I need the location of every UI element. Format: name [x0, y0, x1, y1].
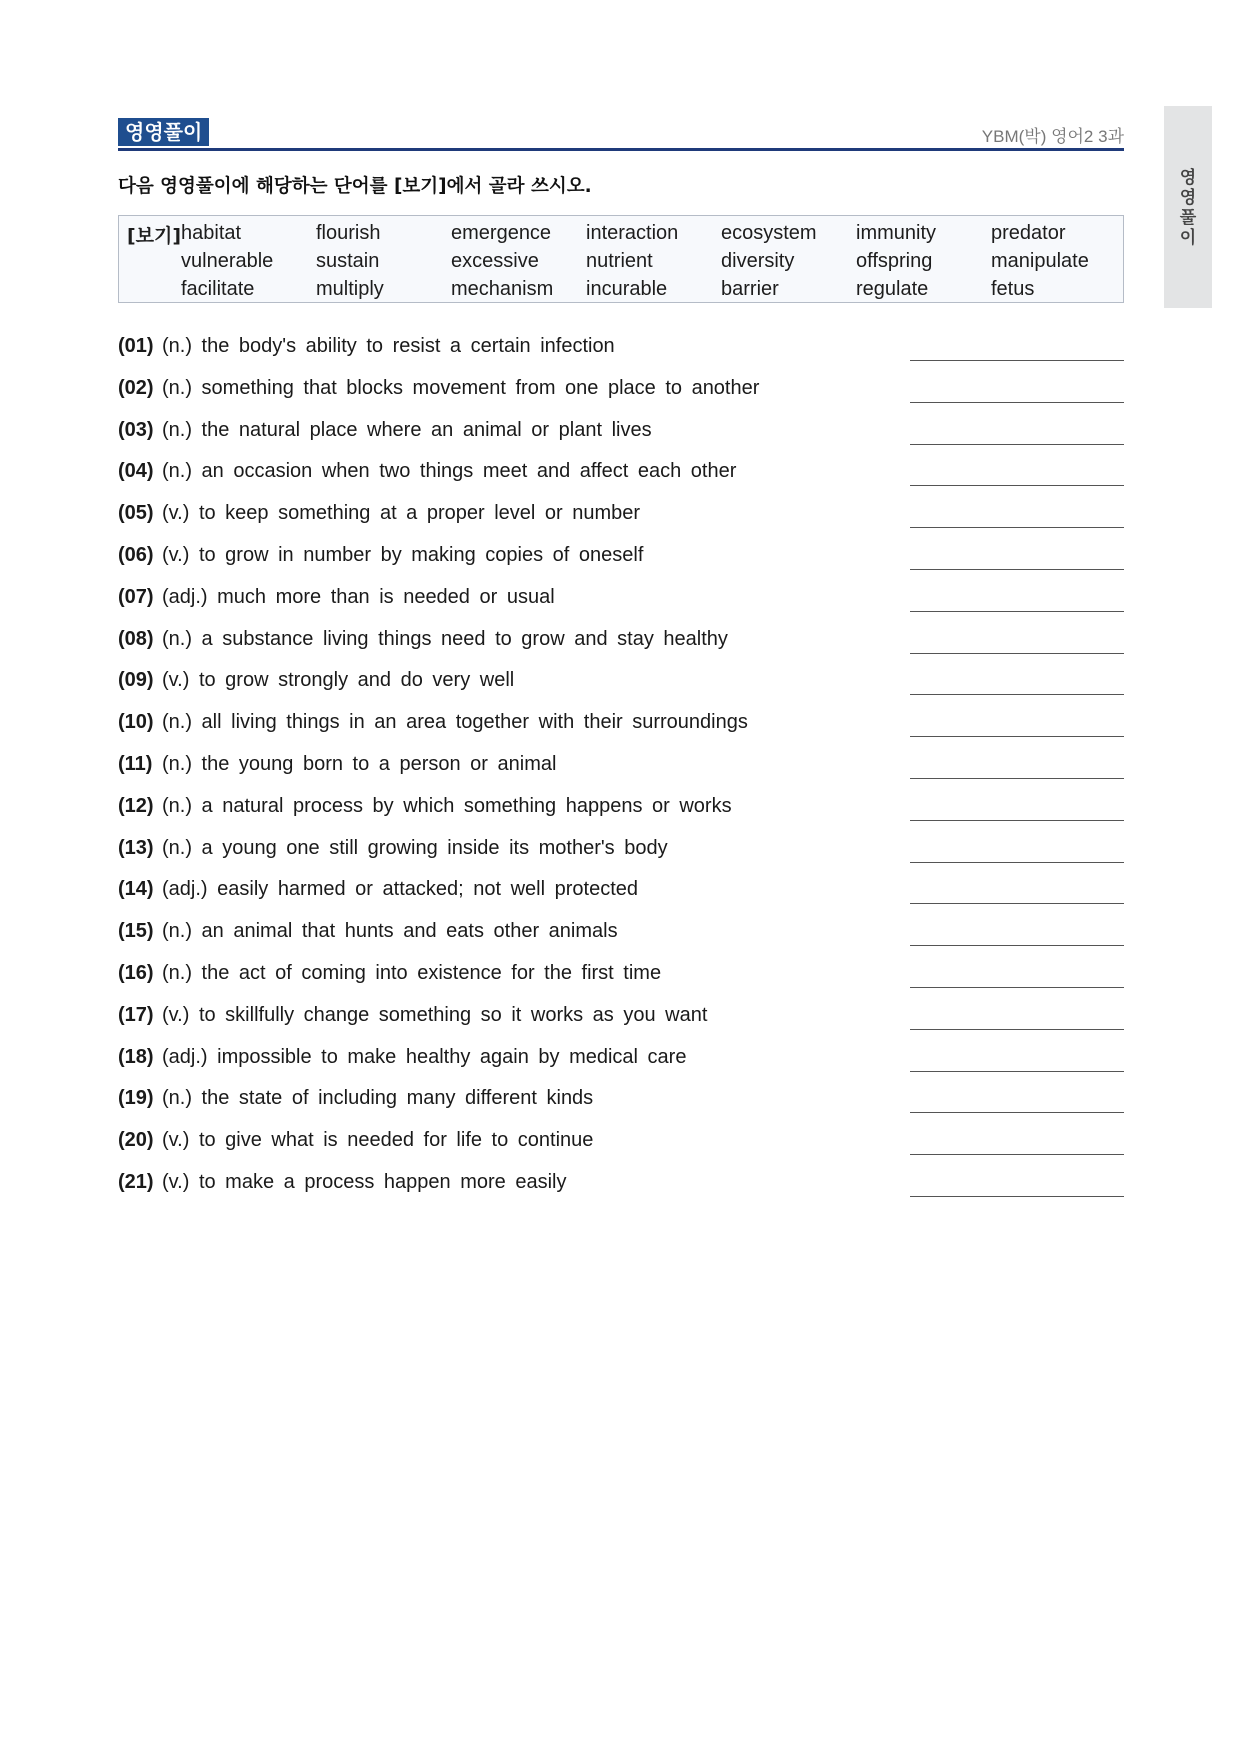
section-tag: 영영풀이 [118, 118, 209, 146]
answer-blank[interactable] [910, 402, 1124, 403]
question-definition: (n.) an occasion when two things meet and affect each other [162, 460, 737, 483]
question-number: (17) [118, 1003, 154, 1026]
answer-blank[interactable] [910, 694, 1124, 695]
question-definition: (n.) all living things in an area together with their surroundings [162, 711, 748, 734]
word-box-item: emergence [451, 222, 552, 244]
word-box-item: manipulate [991, 250, 1089, 272]
answer-blank[interactable] [910, 527, 1124, 528]
question-item [118, 1161, 1124, 1203]
question-item [118, 367, 1124, 409]
answer-blank[interactable] [910, 778, 1124, 779]
side-tab-char: 이 [1179, 228, 1197, 248]
question-number: (06) [118, 543, 154, 566]
word-box-item: multiply [316, 278, 384, 300]
answer-blank[interactable] [910, 820, 1124, 821]
answer-blank[interactable] [910, 360, 1124, 361]
word-grid [181, 219, 1126, 303]
question-item [118, 1036, 1124, 1078]
question-number: (01) [118, 335, 154, 357]
question-item [118, 534, 1124, 576]
answer-blank[interactable] [910, 653, 1124, 654]
question-item [118, 994, 1124, 1036]
word-box-item: offspring [856, 250, 933, 272]
page-header [118, 118, 1124, 151]
answer-blank[interactable] [910, 945, 1124, 946]
question-item [118, 492, 1124, 534]
instruction: 다음 영영풀이에 해당하는 단어를 [보기]에서 골라 쓰시오. [118, 176, 592, 197]
side-tab-char: 영 [1179, 188, 1197, 208]
word-box-item: vulnerable [181, 250, 274, 272]
answer-blank[interactable] [910, 569, 1124, 570]
question-item [118, 450, 1124, 492]
answer-blank[interactable] [910, 903, 1124, 904]
question-number: (08) [118, 627, 154, 650]
answer-blank[interactable] [910, 485, 1124, 486]
side-tab-char: 영 [1179, 168, 1197, 188]
question-item [118, 868, 1124, 910]
question-number: (15) [118, 920, 154, 943]
question-number: (13) [118, 836, 154, 859]
word-box-item: excessive [451, 250, 539, 272]
question-item [118, 325, 1124, 367]
question-definition: (adj.) much more than is needed or usual [162, 585, 555, 608]
word-box-item: incurable [586, 278, 668, 300]
question-number: (21) [118, 1170, 154, 1193]
question-item [118, 1119, 1124, 1161]
question-number: (02) [118, 376, 154, 399]
question-number: (14) [118, 878, 154, 901]
question-number: (19) [118, 1087, 154, 1110]
question-definition: (v.) to keep something at a proper level or number [162, 502, 641, 525]
question-definition: (n.) a natural process by which something happens or works [162, 794, 732, 817]
question-item [118, 910, 1124, 952]
answer-blank[interactable] [910, 1196, 1124, 1197]
question-item [118, 785, 1124, 827]
question-item [118, 952, 1124, 994]
word-box-item: mechanism [451, 278, 554, 300]
word-box-item: sustain [316, 250, 380, 272]
question-definition: (v.) to grow in number by making copies of oneself [162, 543, 644, 566]
answer-blank[interactable] [910, 1071, 1124, 1072]
word-box-item: nutrient [586, 250, 653, 272]
question-number: (12) [118, 794, 154, 817]
question-definition: (n.) something that blocks movement from one place to another [162, 376, 760, 399]
question-item [118, 743, 1124, 785]
question-item [118, 659, 1124, 701]
question-definition: (n.) the body's ability to resist a certain infection [162, 335, 615, 357]
question-item [118, 576, 1124, 618]
answer-blank[interactable] [910, 611, 1124, 612]
answer-blank[interactable] [910, 987, 1124, 988]
question-number: (03) [118, 418, 154, 441]
question-number: (07) [118, 585, 154, 608]
answer-blank[interactable] [910, 862, 1124, 863]
word-box-item: diversity [721, 250, 795, 272]
question-number: (18) [118, 1045, 154, 1068]
word-box-item: ecosystem [721, 222, 817, 244]
answer-blank[interactable] [910, 1154, 1124, 1155]
question-item [118, 701, 1124, 743]
question-definition: (v.) to skillfully change something so it works as you want [162, 1003, 708, 1026]
word-box-item: fetus [991, 278, 1035, 300]
word-box [118, 215, 1124, 303]
word-box-item: barrier [721, 278, 779, 300]
question-definition: (n.) the state of including many different kinds [162, 1087, 594, 1110]
question-item [118, 618, 1124, 660]
question-number: (05) [118, 502, 154, 525]
question-definition: (n.) the act of coming into existence for the first time [162, 961, 662, 984]
question-definition: (v.) to grow strongly and do very well [162, 669, 515, 692]
answer-blank[interactable] [910, 1112, 1124, 1113]
question-definition: (n.) a young one still growing inside its mother's body [162, 836, 668, 859]
question-definition: (n.) an animal that hunts and eats other animals [162, 920, 618, 943]
side-tab [1164, 106, 1212, 308]
question-definition: (adj.) impossible to make healthy again by medical care [162, 1045, 687, 1068]
word-box-item: facilitate [181, 278, 255, 300]
question-item [118, 1077, 1124, 1119]
question-definition: (n.) the young born to a person or animal [162, 752, 557, 775]
word-box-item: flourish [316, 222, 381, 244]
question-number: (04) [118, 460, 154, 483]
side-tab-char: 풀 [1179, 208, 1197, 228]
question-number: (09) [118, 669, 154, 692]
question-number: (20) [118, 1129, 154, 1152]
word-box-label: [보기] [127, 225, 182, 247]
question-number: (10) [118, 711, 154, 734]
word-box-item: regulate [856, 278, 929, 300]
question-list [118, 325, 1124, 1203]
question-definition: (n.) a substance living things need to grow and stay healthy [162, 627, 728, 650]
question-definition: (v.) to give what is needed for life to continue [162, 1129, 594, 1152]
word-box-item: habitat [181, 222, 242, 244]
answer-blank[interactable] [910, 444, 1124, 445]
question-definition: (adj.) easily harmed or attacked; not well protected [162, 878, 638, 901]
word-box-item: interaction [586, 222, 679, 244]
question-item [118, 409, 1124, 451]
question-number: (16) [118, 961, 154, 984]
course-label: YBM(박) 영어2 3과 [981, 127, 1124, 146]
word-box-item: predator [991, 222, 1066, 244]
question-number: (11) [118, 752, 153, 775]
question-item [118, 827, 1124, 869]
question-definition: (v.) to make a process happen more easily [162, 1170, 567, 1193]
answer-blank[interactable] [910, 736, 1124, 737]
answer-blank[interactable] [910, 1029, 1124, 1030]
word-box-item: immunity [856, 222, 937, 244]
question-definition: (n.) the natural place where an animal or plant lives [162, 418, 652, 441]
